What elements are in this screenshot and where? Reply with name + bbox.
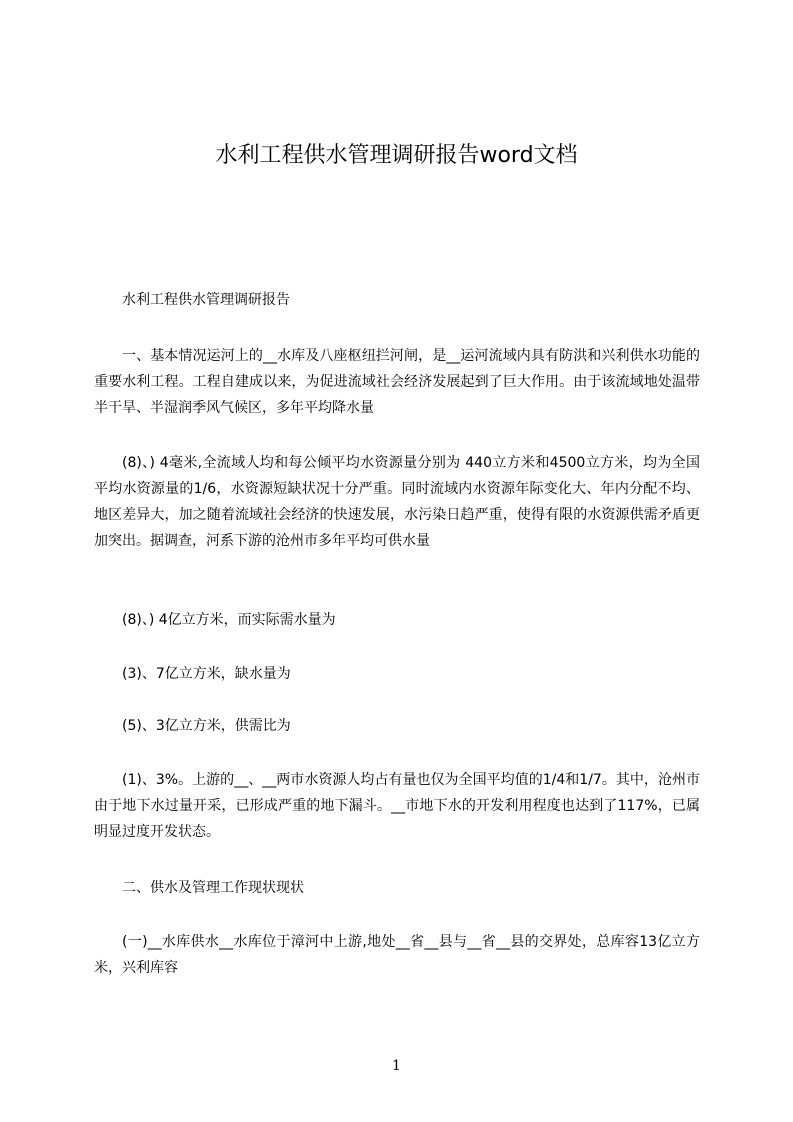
paragraph-basic-situation: 一、基本情况运河上的__水库及八座枢纽拦河闸，是__运河流域内具有防洪和兴利供水功能的重要水利工程。工程自建成以来，为促进流域社会经济发展起到了巨大作用。由于该流域地处温带半干旱、半湿润季风气候区，多年平均降水量 <box>94 348 700 416</box>
paragraph-supply-ratio: (5)、3亿立方米，供需比为 <box>122 718 291 734</box>
document-title: 水利工程供水管理调研报告word文档 <box>215 143 578 168</box>
report-subtitle: 水利工程供水管理调研报告 <box>122 292 290 308</box>
paragraph-reservoir-supply: (一)__水库供水__水库位于漳河中上游,地处__省__县与__省__县的交界处，总库容13亿立方米，兴利库容 <box>94 934 700 976</box>
paragraph-water-resources: (8)、) 4毫米,全流域人均和每公倾平均水资源量分别为 440立方米和4500立方米，均为全国平均水资源量的1/6，水资源短缺状况十分严重。同时流域内水资源年际变化大、年内分配不均、地区差异大，加之随着流域社会经济的快速发展，水污染日趋严重，使得有限的水资源供需矛盾更加突出。据调查，河系下游的沧州市多年平均可供水量 <box>94 455 700 549</box>
paragraph-upstream: (1)、3%。上游的__、__两市水资源人均占有量也仅为全国平均值的1/4和1/7。其中，沧州市由于地下水过量开采，已形成严重的地下漏斗。__市地下水的开发利用程度也达到了117%，已属明显过度开发状态。 <box>94 772 700 840</box>
page-number: 1 <box>392 1058 401 1074</box>
paragraph-actual-demand: (8)、) 4亿立方米，而实际需水量为 <box>122 612 336 628</box>
section-heading-supply-status: 二、供水及管理工作现状现状 <box>122 880 304 896</box>
paragraph-shortage: (3)、7亿立方米，缺水量为 <box>122 666 291 682</box>
